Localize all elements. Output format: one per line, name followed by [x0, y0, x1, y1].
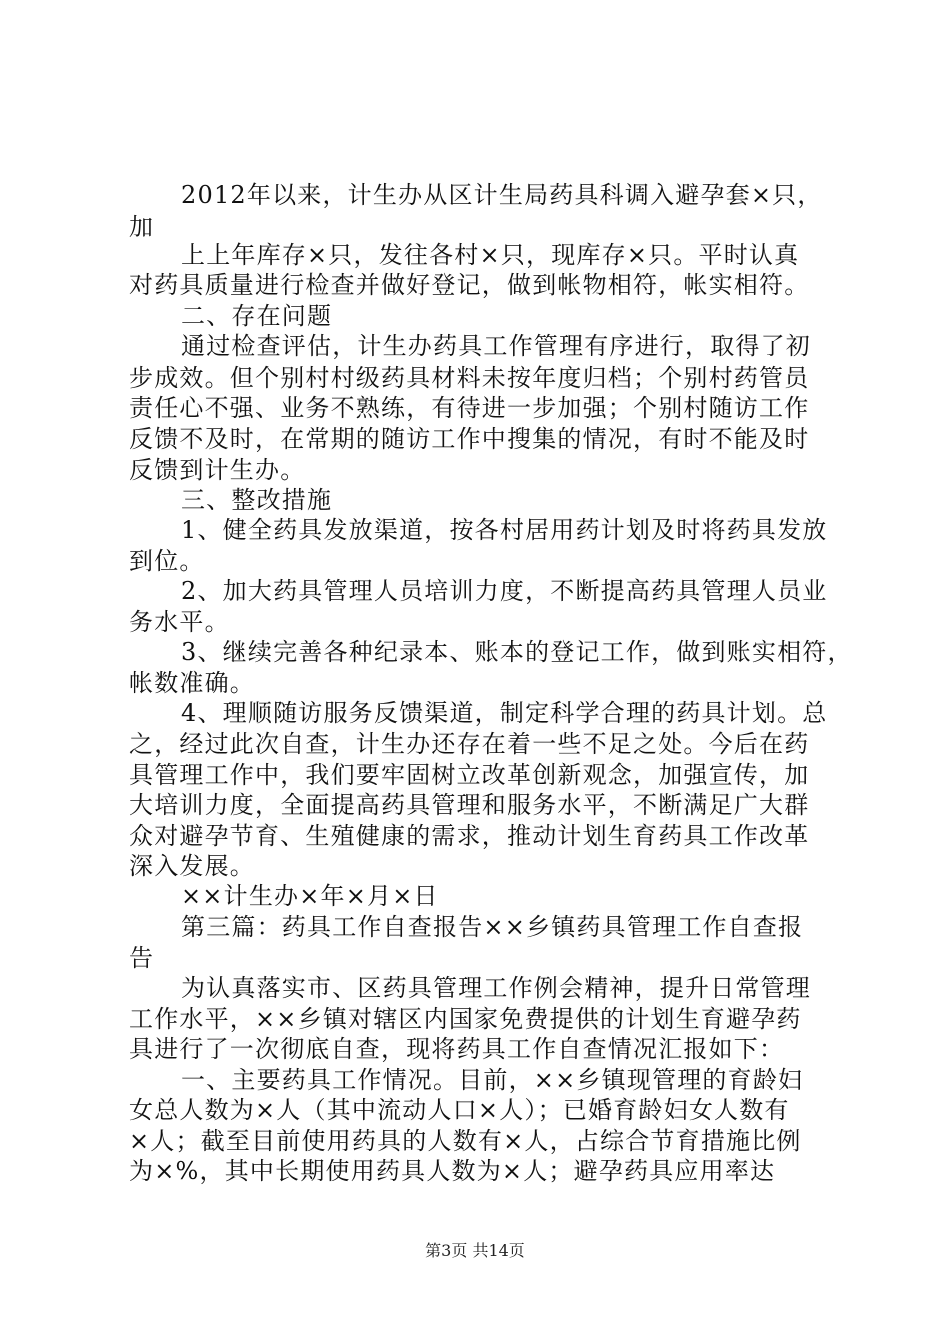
- page-number: 第3页 共14页: [425, 1241, 525, 1260]
- text-line: 大培训力度，全面提高药具管理和服务水平，不断满足广大群: [129, 791, 810, 819]
- text-line: 对药具质量进行检查并做好登记，做到帐物相符，帐实相符。: [129, 271, 810, 299]
- text-line: 一、主要药具工作情况。目前，××乡镇现管理的育龄妇: [181, 1066, 804, 1094]
- text-line: 帐数准确。: [129, 669, 255, 697]
- text-line: 为认真落实市、区药具管理工作例会精神，提升日常管理: [181, 974, 811, 1002]
- signature-date: ××计生办×年×月×日: [181, 882, 439, 910]
- text-line: 3、继续完善各种纪录本、账本的登记工作，做到账实相符，: [181, 638, 853, 666]
- text-line: 反馈到计生办。: [129, 456, 306, 484]
- text-line: 反馈不及时，在常期的随访工作中搜集的情况，有时不能及时: [129, 425, 810, 453]
- text-line: 责任心不强、业务不熟练，有待进一步加强；个别村随访工作: [129, 394, 810, 422]
- text-line: 众对避孕节育、生殖健康的需求，推动计划生育药具工作改革: [129, 822, 810, 850]
- section-heading: 二、存在问题: [181, 302, 333, 330]
- text-line: 之，经过此次自查，计生办还存在着一些不足之处。今后在药: [129, 730, 810, 758]
- text-line: 4、理顺随访服务反馈渠道，制定科学合理的药具计划。总: [181, 699, 828, 727]
- text-line: 工作水平，××乡镇对辖区内国家免费提供的计划生育避孕药: [129, 1005, 802, 1033]
- text-line: 女总人数为×人（其中流动人口×人）；已婚育龄妇女人数有: [129, 1096, 790, 1124]
- text-line: 具进行了一次彻底自查，现将药具工作自查情况汇报如下：: [129, 1035, 785, 1063]
- text-line: 到位。: [129, 547, 205, 575]
- text-line: 1、健全药具发放渠道，按各村居用药计划及时将药具发放: [181, 516, 828, 544]
- text-line: 步成效。但个别村村级药具材料未按年度归档；个别村药管员: [129, 364, 810, 392]
- section-heading: 三、整改措施: [181, 486, 333, 514]
- text-line: 加: [129, 213, 155, 241]
- text-line: 通过检查评估，计生办药具工作管理有序进行，取得了初: [181, 332, 811, 360]
- text-line: 为×%，其中长期使用药具人数为×人；避孕药具应用率达: [129, 1157, 776, 1185]
- text-line: 务水平。: [129, 608, 230, 636]
- chapter-heading: 告: [129, 944, 155, 972]
- text-line: 2012年以来，计生办从区计生局药具科调入避孕套×只，: [181, 181, 823, 209]
- text-line: ×人；截至目前使用药具的人数有×人，占综合节育措施比例: [129, 1127, 802, 1155]
- text-line: 2、加大药具管理人员培训力度，不断提高药具管理人员业: [181, 577, 828, 605]
- text-line: 深入发展。: [129, 852, 255, 880]
- text-line: 具管理工作中，我们要牢固树立改革创新观念，加强宣传，加: [129, 761, 810, 789]
- chapter-heading: 第三篇：药具工作自查报告××乡镇药具管理工作自查报: [181, 913, 804, 941]
- text-line: 上上年库存×只，发往各村×只，现库存×只。平时认真: [181, 241, 800, 269]
